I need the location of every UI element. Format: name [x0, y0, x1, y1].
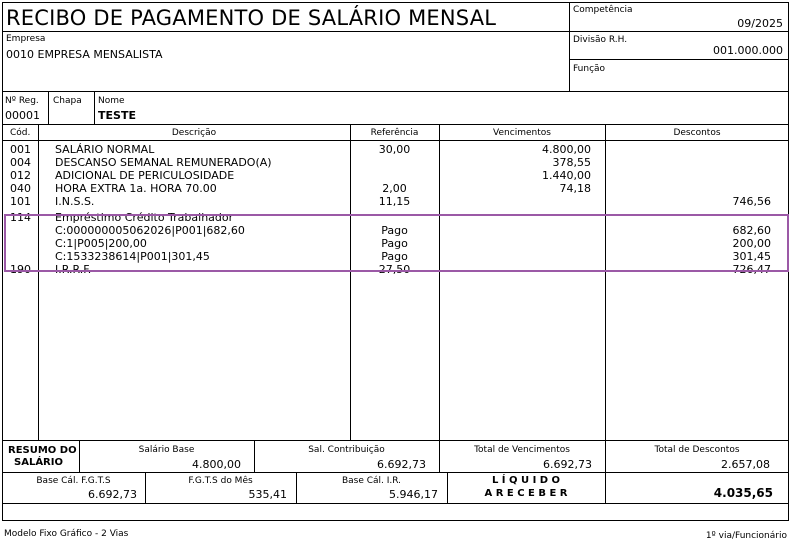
row-cod: 101 — [10, 195, 31, 208]
nome-label: Nome — [98, 96, 125, 106]
row-desconto: 200,00 — [732, 237, 771, 250]
footer-model: Modelo Fixo Gráfico - 2 Vias — [4, 529, 129, 539]
col-referencia: Referência — [370, 128, 419, 138]
base-ir-value: 5.946,17 — [389, 488, 438, 501]
row-descricao: I.R.R.F. — [55, 263, 92, 276]
liquido-value: 4.035,65 — [713, 486, 773, 500]
base-fgts-value: 6.692,73 — [88, 488, 137, 501]
row-vencimento: 378,55 — [552, 156, 591, 169]
total-venc-value: 6.692,73 — [543, 458, 592, 471]
row-desconto: 682,60 — [732, 224, 771, 237]
liquido-label-2: A R E C E B E R — [484, 488, 568, 499]
col-cod: Cód. — [10, 128, 31, 138]
row-cod: 004 — [10, 156, 31, 169]
col-descricao: Descrição — [171, 128, 217, 138]
row-referencia: 30,00 — [378, 143, 411, 156]
row-referencia: 2,00 — [382, 182, 407, 195]
row-descricao: DESCANSO SEMANAL REMUNERADO(A) — [55, 156, 272, 169]
nome-value: TESTE — [98, 109, 136, 122]
liquido-label-1: L Í Q U I D O — [491, 475, 561, 486]
fgts-mes-value: 535,41 — [248, 488, 287, 501]
row-descricao: Empréstimo Crédito Trabalhador — [55, 211, 234, 224]
empresa-value: 0010 EMPRESA MENSALISTA — [6, 48, 163, 61]
footer-via: 1º via/Funcionário — [705, 531, 787, 541]
row-cod: 040 — [10, 182, 31, 195]
row-descricao: ADICIONAL DE PERICULOSIDADE — [55, 169, 235, 182]
row-cod: 012 — [10, 169, 31, 182]
competencia-value: 09/2025 — [737, 17, 783, 30]
row-descricao: C:1|P005|200,00 — [55, 237, 147, 250]
row-descricao: C:1533238614|P001|301,45 — [55, 250, 210, 263]
chapa-label: Chapa — [53, 96, 82, 106]
divisao-label: Divisão R.H. — [573, 35, 628, 45]
highlight-box — [4, 211, 789, 272]
row-cod: 001 — [10, 143, 31, 156]
sal-contribuicao-label: Sal. Contribuição — [308, 445, 385, 455]
row-referencia: Pago — [381, 224, 408, 237]
row-referencia: 27,50 — [378, 263, 411, 276]
col-vencimentos: Vencimentos — [493, 128, 551, 138]
empresa-label: Empresa — [6, 34, 46, 44]
row-desconto: 301,45 — [732, 250, 771, 263]
col-descontos: Descontos — [673, 128, 721, 138]
reg-label: Nº Reg. — [5, 96, 39, 106]
total-desc-value: 2.657,08 — [721, 458, 770, 471]
total-venc-label: Total de Vencimentos — [474, 445, 570, 455]
fgts-mes-label: F.G.T.S do Mês — [188, 476, 253, 486]
row-vencimento: 74,18 — [559, 182, 591, 195]
row-descricao: C:000000005062026|P001|682,60 — [55, 224, 245, 237]
row-referencia: 11,15 — [378, 195, 411, 208]
funcao-label: Função — [573, 64, 606, 74]
row-referencia: Pago — [381, 250, 408, 263]
row-vencimento: 1.440,00 — [542, 169, 591, 182]
row-desconto: 746,56 — [732, 195, 771, 208]
row-cod: 190 — [10, 263, 31, 276]
total-desc-label: Total de Descontos — [654, 445, 740, 455]
row-desconto: 726,47 — [732, 263, 771, 276]
row-descricao: I.N.S.S. — [55, 195, 95, 208]
resumo-label-1: RESUMO DO — [8, 445, 77, 456]
row-referencia: Pago — [381, 237, 408, 250]
base-fgts-label: Base Cál. F.G.T.S — [36, 476, 111, 486]
row-descricao: SALÁRIO NORMAL — [55, 143, 155, 156]
row-cod: 114 — [10, 211, 31, 224]
row-vencimento: 4.800,00 — [542, 143, 591, 156]
competencia-label: Competência — [573, 5, 633, 15]
divisao-value: 001.000.000 — [713, 44, 783, 57]
salario-base-label: Salário Base — [138, 445, 195, 455]
receipt-title: RECIBO DE PAGAMENTO DE SALÁRIO MENSAL — [6, 6, 497, 30]
resumo-label-2: SALÁRIO — [14, 457, 63, 468]
row-descricao: HORA EXTRA 1a. HORA 70.00 — [55, 182, 217, 195]
base-ir-label: Base Cál. I.R. — [341, 476, 402, 486]
salario-base-value: 4.800,00 — [192, 458, 241, 471]
sal-contribuicao-value: 6.692,73 — [377, 458, 426, 471]
reg-value: 00001 — [5, 109, 40, 122]
